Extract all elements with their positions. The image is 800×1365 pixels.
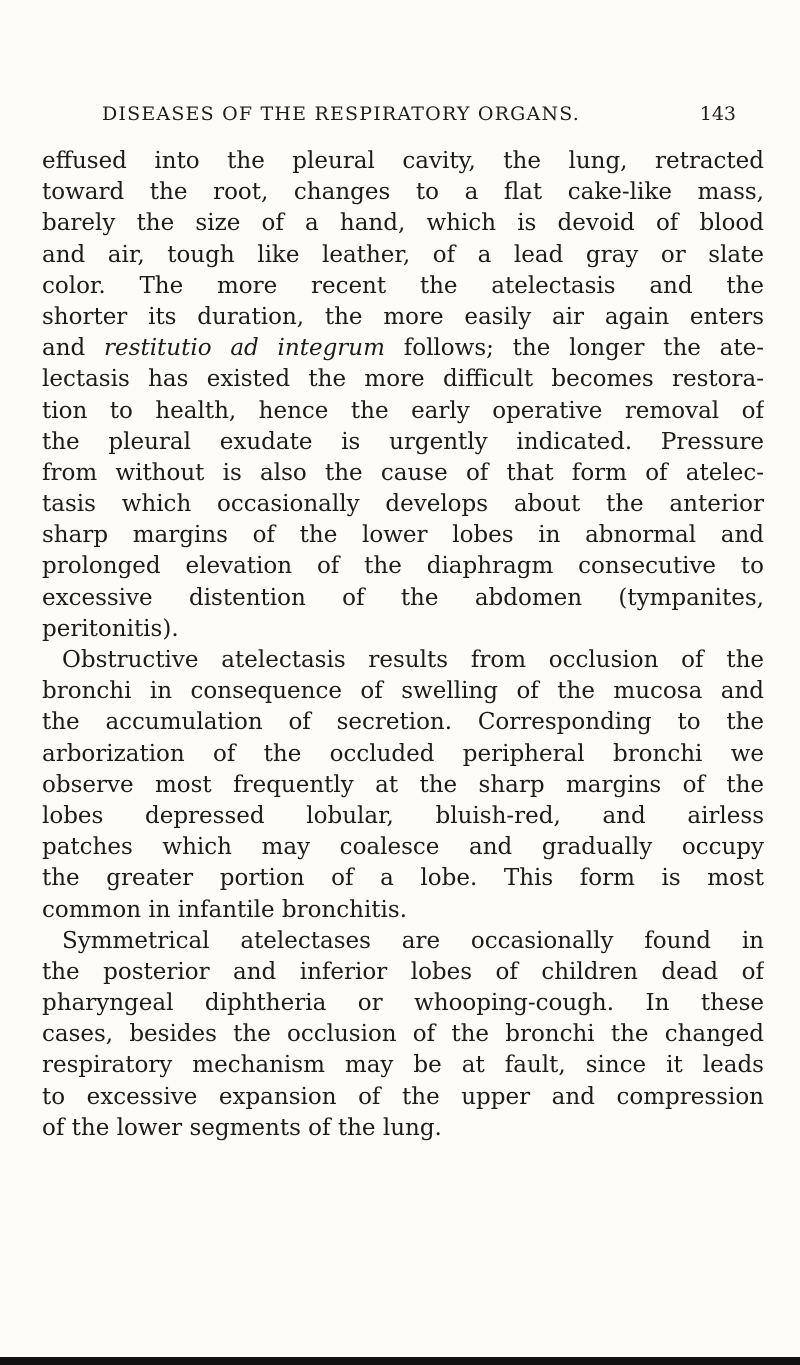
- text-line: the accumulation of secretion. Corresponding to the: [42, 709, 764, 736]
- text-line: barely the size of a hand, which is devoid of blood: [42, 210, 764, 237]
- text-segment: and: [42, 335, 86, 362]
- text-line: from without is also the cause of that form of atelec-: [42, 459, 764, 486]
- text-line: the posterior and inferior lobes of children dead of: [42, 958, 764, 985]
- text-line: Obstructive atelectasis results from occlusion of the: [62, 647, 764, 673]
- text-line: pharyngeal diphtheria or whooping-cough. In these: [42, 990, 764, 1017]
- running-title: DISEASES OF THE RESPIRATORY ORGANS.: [102, 103, 581, 125]
- text-line: arborization of the occluded peripheral bronchi we: [42, 740, 764, 767]
- text-line: toward the root, changes to a flat cake-like mass,: [42, 179, 764, 206]
- text-line: peritonitis).: [42, 615, 179, 642]
- text-line: lobes depressed lobular, bluish-red, and airless: [42, 802, 764, 829]
- text-line: patches which may coalesce and gradually occupy: [42, 834, 764, 861]
- page-number: 143: [699, 103, 736, 125]
- text-line: and air, tough like leather, of a lead gray or slate: [42, 241, 764, 268]
- body-text: [42, 146, 764, 1144]
- text-line: color. The more recent the atelectasis and the: [42, 272, 764, 299]
- text-line: [42, 333, 764, 364]
- text-line: sharp margins of the lower lobes in abnormal and: [42, 522, 764, 549]
- text-line: to excessive expansion of the upper and compression: [42, 1083, 764, 1110]
- italic-phrase: restitutio ad integrum: [104, 335, 385, 362]
- text-segment: follows; the longer the ate-: [403, 335, 764, 362]
- text-line: the pleural exudate is urgently indicated. Pressure: [42, 428, 764, 455]
- text-line: prolonged elevation of the diaphragm consecutive to: [42, 553, 764, 580]
- text-line: tion to health, hence the early operative removal of: [42, 397, 764, 424]
- text-line: of the lower segments of the lung.: [42, 1114, 442, 1141]
- text-line: common in infantile bronchitis.: [42, 896, 408, 923]
- text-line: observe most frequently at the sharp margins of the: [42, 771, 764, 798]
- running-head: [102, 99, 742, 131]
- text-line: tasis which occasionally develops about the anterior: [42, 491, 764, 518]
- text-line: shorter its duration, the more easily air again enters: [42, 303, 764, 330]
- text-line: Symmetrical atelectases are occasionally found in: [62, 927, 764, 954]
- text-line: excessive distention of the abdomen (tympanites,: [42, 584, 764, 611]
- text-line: bronchi in consequence of swelling of the mucosa and: [42, 678, 764, 705]
- text-line: the greater portion of a lobe. This form is most: [42, 865, 764, 892]
- text-line: respiratory mechanism may be at fault, since it leads: [42, 1052, 764, 1079]
- bottom-page-edge: [0, 1357, 800, 1365]
- text-line: lectasis has existed the more difficult becomes restora-: [42, 366, 764, 393]
- text-line: cases, besides the occlusion of the bronchi the changed: [42, 1021, 764, 1048]
- text-line: effused into the pleural cavity, the lung, retracted: [42, 148, 764, 174]
